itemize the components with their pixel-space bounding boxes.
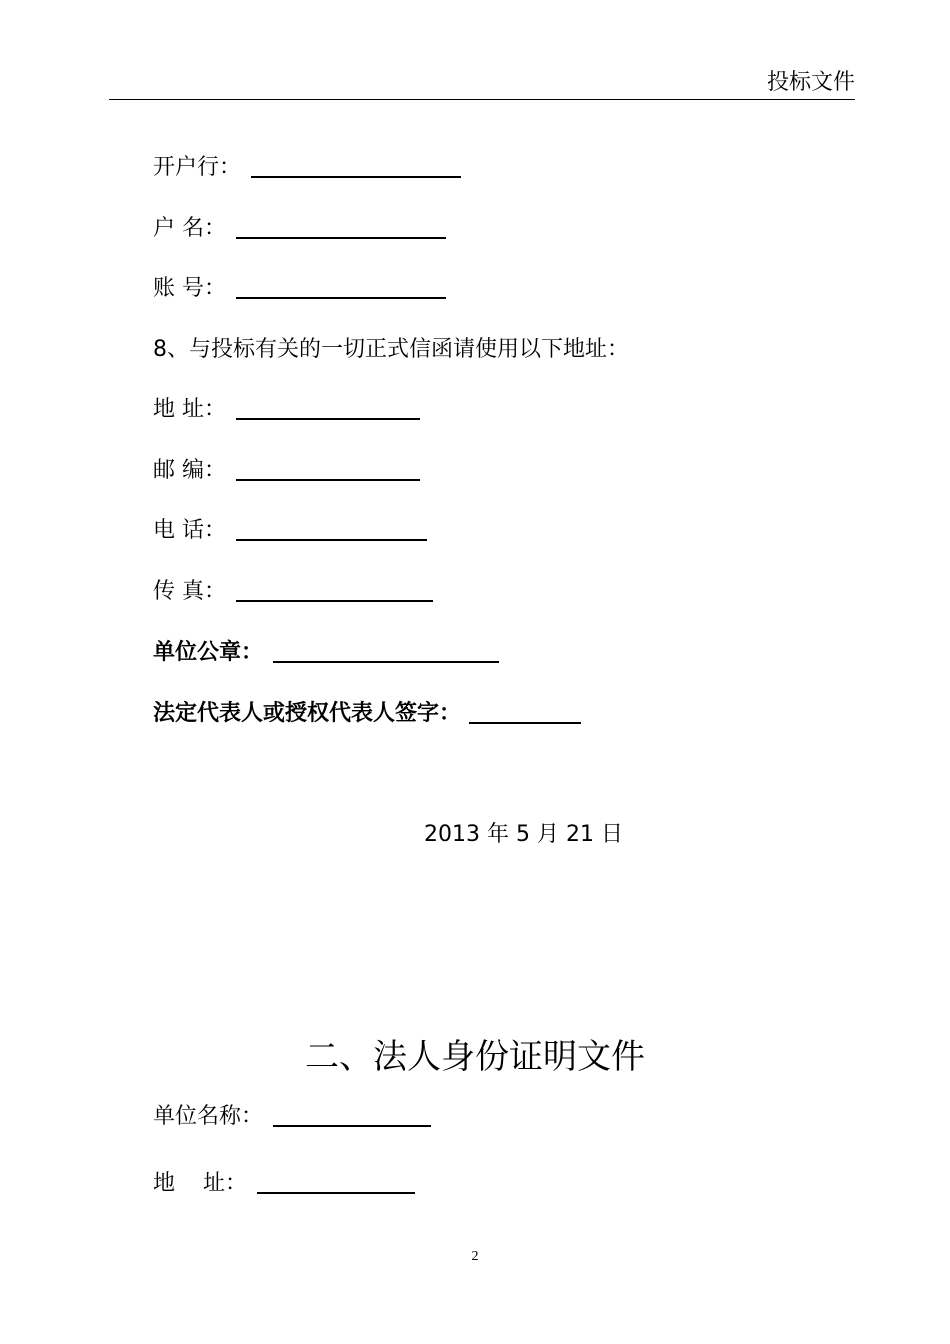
bank-line xyxy=(153,153,461,183)
item8-line: 8、与投标有关的一切正式信函请使用以下地址： xyxy=(153,337,629,362)
unit-name-line xyxy=(153,1102,431,1132)
section2-address-label: 地 址： xyxy=(153,1171,247,1196)
fax-label: 传 真： xyxy=(153,579,226,604)
section2-address-blank xyxy=(257,1192,415,1194)
phone-line xyxy=(153,516,427,546)
account-name-blank xyxy=(236,237,446,239)
unit-name-blank xyxy=(273,1125,431,1127)
postcode-blank xyxy=(236,479,420,481)
seal-line xyxy=(153,638,499,668)
seal-label: 单位公章： xyxy=(153,640,264,665)
bank-label: 开户行： xyxy=(153,155,242,180)
phone-label: 电 话： xyxy=(153,518,226,543)
document-date: 2013 年 5 月 21 日 xyxy=(424,822,623,847)
section-title: 二、法人身份证明文件 xyxy=(305,1037,645,1077)
bank-blank xyxy=(251,176,461,178)
address-label: 地 址： xyxy=(153,397,226,422)
section2-address-line xyxy=(153,1169,415,1199)
account-no-label: 账 号： xyxy=(153,276,226,301)
signature-blank xyxy=(469,722,581,724)
header-divider xyxy=(109,99,855,100)
postcode-line xyxy=(153,456,420,486)
fax-blank xyxy=(236,600,433,602)
seal-blank xyxy=(273,661,499,663)
signature-label: 法定代表人或授权代表人签字： xyxy=(153,701,462,726)
account-name-label: 户 名： xyxy=(153,216,226,241)
postcode-label: 邮 编： xyxy=(153,458,226,483)
header-title: 投标文件 xyxy=(766,70,855,95)
account-no-blank xyxy=(236,297,446,299)
address-line xyxy=(153,395,420,425)
unit-name-label: 单位名称： xyxy=(153,1104,264,1129)
signature-line xyxy=(153,699,581,729)
account-name-line xyxy=(153,214,446,244)
address-blank xyxy=(236,418,420,420)
page-number: 2 xyxy=(471,1249,479,1264)
phone-blank xyxy=(236,539,427,541)
fax-line xyxy=(153,577,433,607)
account-no-line xyxy=(153,274,446,304)
